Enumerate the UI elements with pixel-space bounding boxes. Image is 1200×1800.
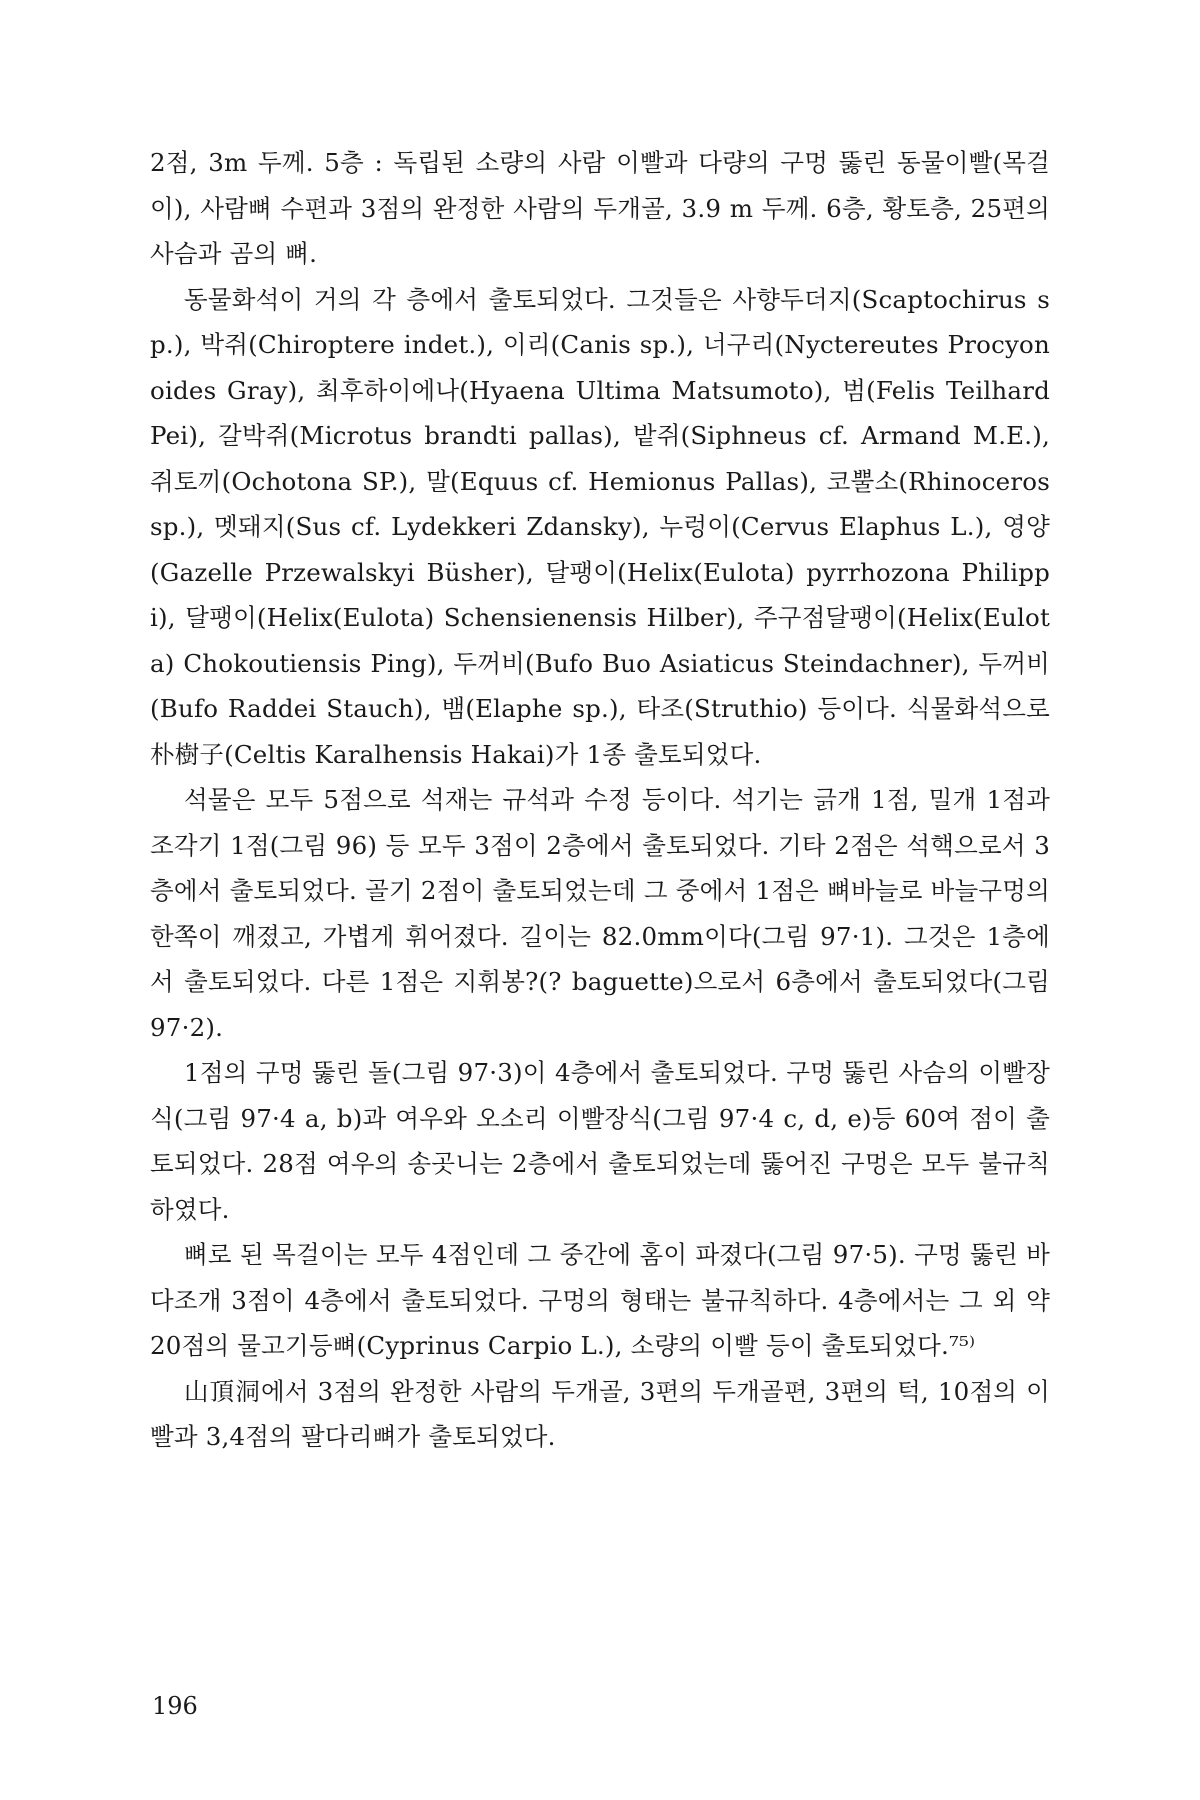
page-body [150,140,1050,1460]
paragraph-bone-necklace: 뼈로 된 목걸이는 모두 4점인데 그 중간에 홈이 파졌다(그림 97·5). 구멍 뚫린 바다조개 3점이 4층에서 출토되었다. 구멍의 형태는 불규칙하다. 4층에서는 그 외 약 20점의 물고기등뼈(Cyprinus Carpio L.), 소량의 이빨 등이 출토되었다.⁷⁵⁾ [150,1240,1050,1360]
paragraph-perforated-ornaments: 1점의 구멍 뚫린 돌(그림 97·3)이 4층에서 출토되었다. 구멍 뚫린 사슴의 이빨장식(그림 97·4 a, b)과 여우와 오소리 이빨장식(그림 97·4 c, d, e)등 60여 점이 출토되었다. 28점 여우의 송곳니는 2층에서 출토되었는데 뚫어진 구멍은 모두 불규칙하였다. [150,1058,1050,1224]
paragraph-stone-tools: 석물은 모두 5점으로 석재는 규석과 수정 등이다. 석기는 긁개 1점, 밀개 1점과 조각기 1점(그림 96) 등 모두 3점이 2층에서 출토되었다. 기타 2점은 석핵으로서 3층에서 출토되었다. 골기 2점이 출토되었는데 그 중에서 1점은 뼈바늘로 바늘구멍의 한쪽이 깨졌고, 가볍게 휘어졌다. 길이는 82.0mm이다(그림 97·1). 그것은 1층에서 출토되었다. 다른 1점은 지휘봉?(? baguette)으로서 6층에서 출토되었다(그림 97·2). [150,785,1050,1042]
paragraph-human-remains: 山頂洞에서 3점의 완정한 사람의 두개골, 3편의 두개골편, 3편의 턱, 10점의 이빨과 3,4점의 팔다리뼈가 출토되었다. [150,1376,1050,1451]
paragraph-strata-continuation: 2점, 3m 두께. 5층 : 독립된 소량의 사람 이빨과 다량의 구멍 뚫린 동물이빨(목걸이), 사람뼈 수편과 3점의 완정한 사람의 두개골, 3.9 m 두께. 6층, 황토층, 25편의 사슴과 곰의 뼈. [150,148,1050,268]
page-number: 196 [152,1692,198,1720]
paragraph-animal-fossils: 동물화석이 거의 각 층에서 출토되었다. 그것들은 사향두더지(Scaptochirus sp.), 박쥐(Chiroptere indet.), 이리(Canis sp.), 너구리(Nyctereutes Procyonoides Gray), 최후하이에나(Hyaena Ultima Matsumoto), 범(Felis Teilhard Pei), 갈박쥐(Microtus brandti pallas), 밭쥐(Siphneus cf. Armand M.E.), 쥐토끼(Ochotona SP.), 말(Equus cf. Hemionus Pallas), 코뿔소(Rhinoceros sp.), 멧돼지(Sus cf. Lydekkeri Zdansky), 누렁이(Cervus Elaphus L.), 영양(Gazelle Przewalskyi Büsher), 달팽이(Helix(Eulota) pyrrhozona Philippi), 달팽이(Helix(Eulota) Schensienensis Hilber), 주구점달팽이(Helix(Eulota) Chokoutiensis Ping), 두꺼비(Bufo Buo Asiaticus Steindachner), 두꺼비(Bufo Raddei Stauch), 뱀(Elaphe sp.), 타조(Struthio) 등이다. 식물화석으로 朴樹子(Celtis Karalhensis Hakai)가 1종 출토되었다. [150,284,1050,769]
